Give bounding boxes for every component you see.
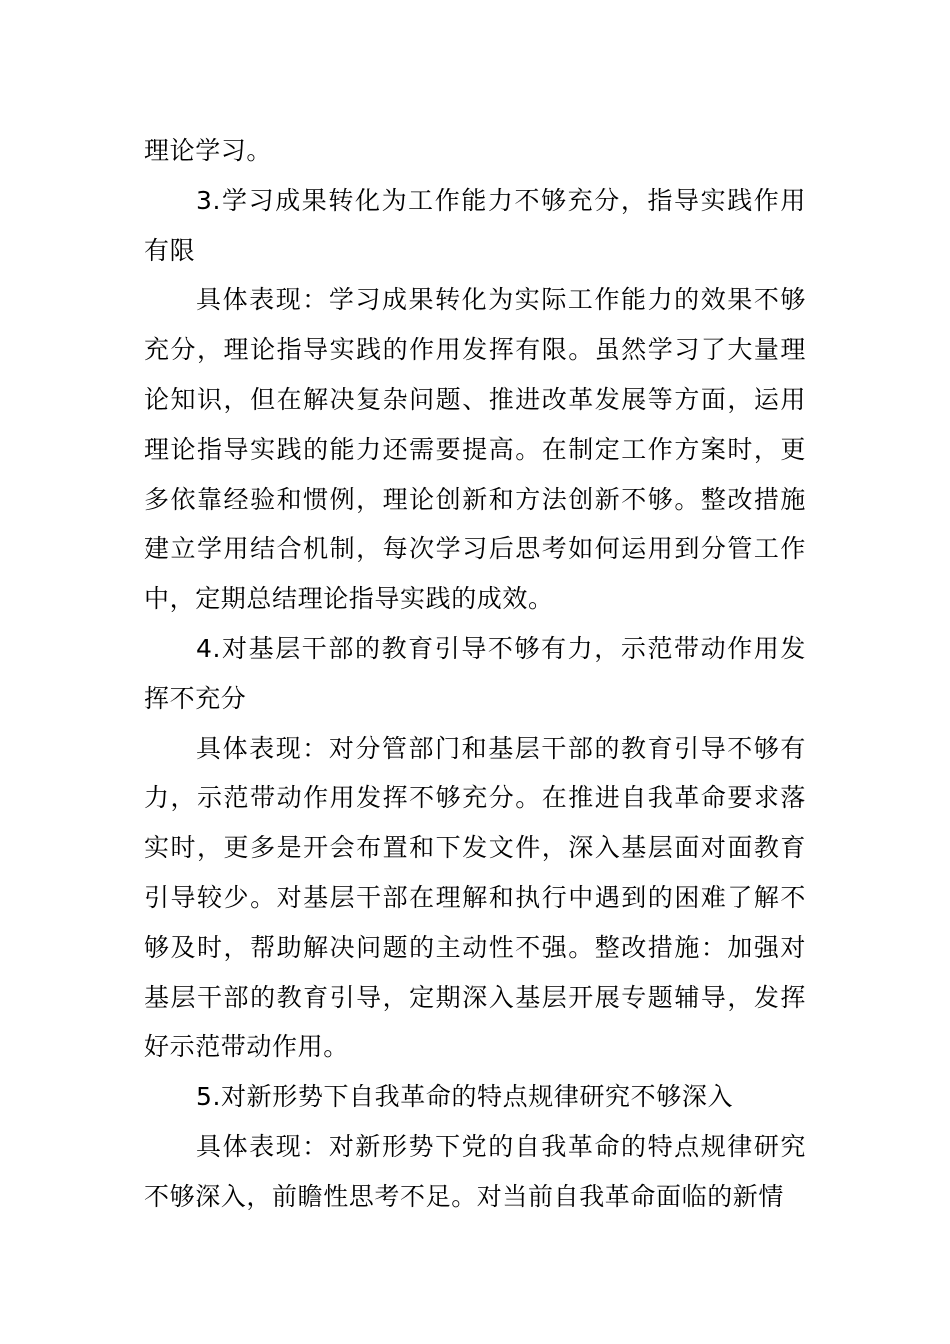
item-heading-3: 3.学习成果转化为工作能力不够充分，指导实践作用有限 (144, 185, 806, 265)
paragraph-item-5-detail: 具体表现：对新形势下党的自我革命的特点规律研究不够深入，前瞻性思考不足。对当前自我革命面临的新情 (144, 1131, 806, 1211)
paragraph-item-3-detail: 具体表现：学习成果转化为实际工作能力的效果不够充分，理论指导实践的作用发挥有限。虽然学习了大量理论知识，但在解决复杂问题、推进改革发展等方面，运用理论指导实践的能力还需要提高。在制定工作方案时，更多依靠经验和惯例，理论创新和方法创新不够。整改措施建立学用结合机制，每次学习后思考如何运用到分管工作中，定期总结理论指导实践的成效。 (144, 285, 806, 614)
paragraph-continuation: 理论学习。 (144, 136, 273, 165)
item-heading-5: 5.对新形势下自我革命的特点规律研究不够深入 (196, 1082, 734, 1112)
item-heading-4: 4.对基层干部的教育引导不够有力，示范带动作用发挥不充分 (144, 633, 806, 713)
paragraph-item-4-detail: 具体表现：对分管部门和基层干部的教育引导不够有力，示范带动作用发挥不够充分。在推进自我革命要求落实时，更多是开会布置和下发文件，深入基层面对面教育引导较少。对基层干部在理解和执行中遇到的困难了解不够及时，帮助解决问题的主动性不强。整改措施：加强对基层干部的教育引导，定期深入基层开展专题辅导，发挥好示范带动作用。 (144, 733, 806, 1062)
document-body (144, 126, 806, 1222)
